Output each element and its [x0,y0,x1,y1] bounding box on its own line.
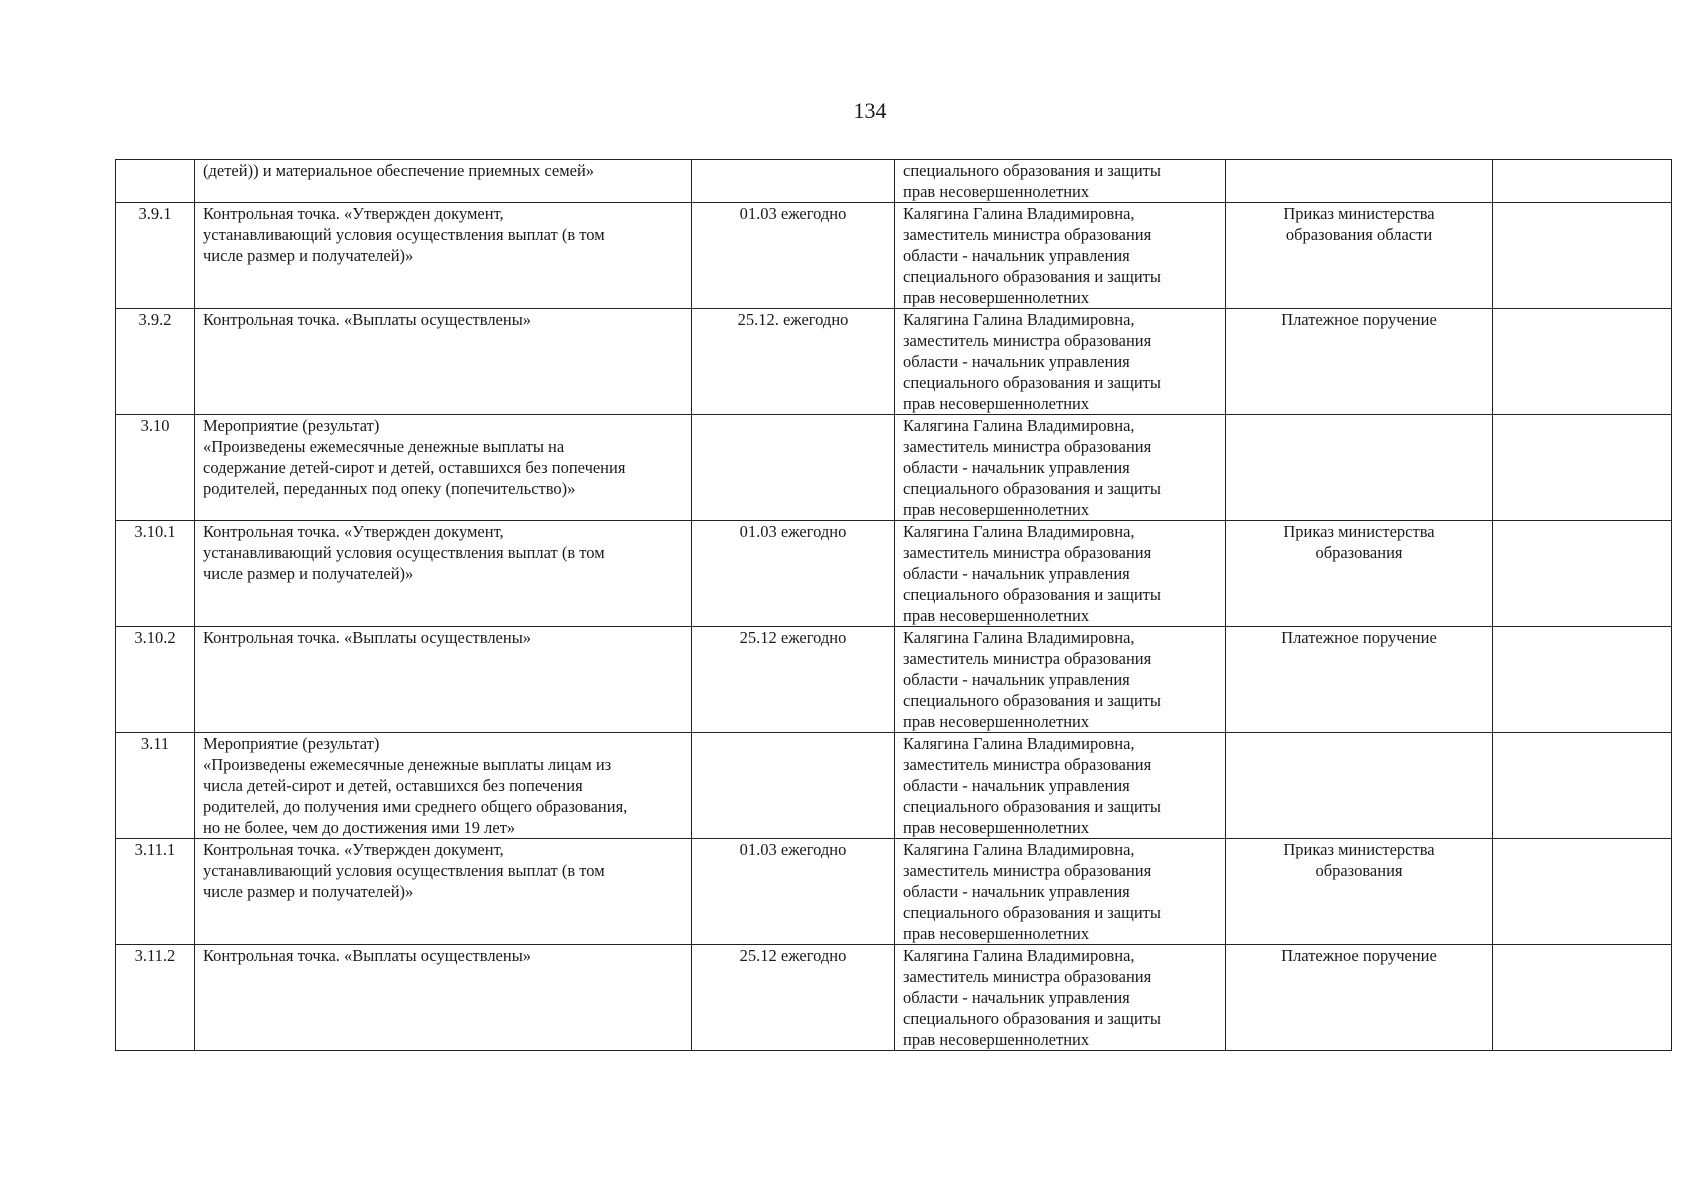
document-cell [1226,733,1493,839]
responsible-line: специального образования и защиты [903,1009,1161,1028]
item-number-cell [116,733,195,839]
item-name-line: числе размер и получателей)» [203,246,414,265]
responsible-line: специального образования и защиты [903,479,1161,498]
responsible-line: Калягина Галина Владимировна, [903,310,1135,329]
document-cell [1226,415,1493,521]
deadline-cell [692,415,895,521]
document-cell [1226,521,1493,627]
responsible-line: заместитель министра образования [903,649,1152,668]
responsible-line: заместитель министра образования [903,755,1152,774]
item-number-cell [116,521,195,627]
item-number: 3.9.1 [138,204,172,223]
responsible-line: прав несовершеннолетних [903,924,1090,943]
item-name-cell [195,415,692,521]
responsible-cell [895,415,1226,521]
responsible-line: прав несовершеннолетних [903,500,1090,519]
deadline-cell [692,309,895,415]
responsible-line: прав несовершеннолетних [903,394,1090,413]
item-name-line: «Произведены ежемесячные денежные выплаты лицам из [203,755,612,774]
document-line: образования [1315,861,1403,880]
responsible-cell [895,160,1226,203]
item-name-cell [195,203,692,309]
responsible-cell [895,945,1226,1051]
responsible-line: прав несовершеннолетних [903,288,1090,307]
deadline-cell [692,521,895,627]
item-name-cell [195,160,692,203]
item-name-line: числе размер и получателей)» [203,564,414,583]
responsible-cell [895,309,1226,415]
extra-cell [1493,203,1672,309]
item-name-line: Контрольная точка. «Утвержден документ, [203,522,504,541]
deadline: 01.03 ежегодно [739,204,847,223]
item-name-line: Мероприятие (результат) [203,734,380,753]
item-name-line: содержание детей-сирот и детей, оставшихся без попечения [203,458,626,477]
responsible-line: области - начальник управления [903,670,1130,689]
responsible-line: Калягина Галина Владимировна, [903,840,1135,859]
extra-cell [1493,733,1672,839]
table-row [116,160,1672,203]
item-number: 3.10 [140,416,170,435]
deadline-cell [692,945,895,1051]
responsible-line: заместитель министра образования [903,331,1152,350]
responsible-line: прав несовершеннолетних [903,712,1090,731]
responsible-line: области - начальник управления [903,988,1130,1007]
responsible-line: специального образования и защиты [903,161,1161,180]
item-number: 3.11.1 [134,840,176,859]
item-name-cell [195,733,692,839]
document-line: Приказ министерства [1283,840,1435,859]
document-cell [1226,945,1493,1051]
item-name-line: Контрольная точка. «Выплаты осуществлены» [203,946,532,965]
responsible-line: заместитель министра образования [903,543,1152,562]
item-number-cell [116,415,195,521]
document-cell [1226,839,1493,945]
responsible-line: Калягина Галина Владимировна, [903,734,1135,753]
item-name-line: «Произведены ежемесячные денежные выплаты на [203,437,565,456]
responsible-line: прав несовершеннолетних [903,182,1090,201]
item-name-line: устанавливающий условия осуществления выплат (в том [203,861,605,880]
responsible-line: прав несовершеннолетних [903,606,1090,625]
item-name-line: Мероприятие (результат) [203,416,380,435]
responsible-line: области - начальник управления [903,882,1130,901]
item-name-line: Контрольная точка. «Утвержден документ, [203,204,504,223]
extra-cell [1493,521,1672,627]
document-line: Платежное поручение [1281,310,1437,329]
responsible-line: области - начальник управления [903,246,1130,265]
document-cell [1226,160,1493,203]
responsible-line: специального образования и защиты [903,797,1161,816]
item-number-cell [116,627,195,733]
item-number: 3.11 [140,734,170,753]
table-row [116,415,1672,521]
deadline: 25.12 ежегодно [739,628,847,647]
responsible-line: области - начальник управления [903,564,1130,583]
item-number: 3.9.2 [138,310,172,329]
table-row [116,839,1672,945]
document-line: Платежное поручение [1281,946,1437,965]
item-number: 3.11.2 [134,946,176,965]
table-row [116,203,1672,309]
item-name-line: Контрольная точка. «Выплаты осуществлены» [203,310,532,329]
item-name-line: родителей, переданных под опеку (попечительство)» [203,479,576,498]
responsible-cell [895,521,1226,627]
item-name-cell [195,945,692,1051]
responsible-line: области - начальник управления [903,458,1130,477]
document-line: образования [1315,543,1403,562]
responsible-line: области - начальник управления [903,776,1130,795]
item-name-cell [195,521,692,627]
extra-cell [1493,627,1672,733]
document-line: Приказ министерства [1283,522,1435,541]
extra-cell [1493,945,1672,1051]
table-row [116,945,1672,1051]
responsible-line: заместитель министра образования [903,967,1152,986]
table-row [116,309,1672,415]
item-number-cell [116,203,195,309]
item-name-cell [195,627,692,733]
item-number: 3.10.2 [134,628,176,647]
deadline-cell [692,203,895,309]
document-line: Платежное поручение [1281,628,1437,647]
item-number: 3.10.1 [134,522,176,541]
item-name-line: Контрольная точка. «Выплаты осуществлены» [203,628,532,647]
responsible-line: Калягина Галина Владимировна, [903,204,1135,223]
item-name-line: Контрольная точка. «Утвержден документ, [203,840,504,859]
responsible-line: прав несовершеннолетних [903,818,1090,837]
item-name-line: числа детей-сирот и детей, оставшихся без попечения [203,776,583,795]
item-name-line: (детей)) и материальное обеспечение приемных семей» [203,161,595,180]
responsible-line: специального образования и защиты [903,903,1161,922]
item-number-cell [116,945,195,1051]
item-number-cell [116,160,195,203]
item-number-cell [116,839,195,945]
responsible-line: области - начальник управления [903,352,1130,371]
responsible-line: специального образования и защиты [903,373,1161,392]
responsible-line: Калягина Галина Владимировна, [903,416,1135,435]
responsible-line: прав несовершеннолетних [903,1030,1090,1049]
extra-cell [1493,415,1672,521]
deadline-cell [692,160,895,203]
responsible-line: специального образования и защиты [903,267,1161,286]
item-name-line: устанавливающий условия осуществления выплат (в том [203,543,605,562]
responsible-cell [895,839,1226,945]
responsible-cell [895,203,1226,309]
table-row [116,521,1672,627]
deadline-cell [692,839,895,945]
responsible-line: заместитель министра образования [903,437,1152,456]
table-body [116,160,1672,1051]
extra-cell [1493,309,1672,415]
item-name-cell [195,839,692,945]
responsible-line: специального образования и защиты [903,691,1161,710]
page-number: 134 [853,98,887,123]
deadline: 01.03 ежегодно [739,522,847,541]
document-cell [1226,627,1493,733]
item-name-line: устанавливающий условия осуществления выплат (в том [203,225,605,244]
item-name-line: родителей, до получения ими среднего общего образования, [203,797,628,816]
deadline: 25.12. ежегодно [737,310,849,329]
extra-cell [1493,839,1672,945]
deadline: 01.03 ежегодно [739,840,847,859]
responsible-cell [895,733,1226,839]
item-name-cell [195,309,692,415]
document-cell [1226,309,1493,415]
responsible-line: специального образования и защиты [903,585,1161,604]
document-cell [1226,203,1493,309]
document-line: образования области [1285,225,1433,244]
responsible-line: Калягина Галина Владимировна, [903,628,1135,647]
table-row [116,733,1672,839]
responsible-line: заместитель министра образования [903,225,1152,244]
document-line: Приказ министерства [1283,204,1435,223]
extra-cell [1493,160,1672,203]
responsible-line: Калягина Галина Владимировна, [903,522,1135,541]
responsible-line: заместитель министра образования [903,861,1152,880]
deadline-cell [692,733,895,839]
item-number-cell [116,309,195,415]
item-name-line: числе размер и получателей)» [203,882,414,901]
plan-table [115,159,1672,1051]
deadline: 25.12 ежегодно [739,946,847,965]
deadline-cell [692,627,895,733]
responsible-line: Калягина Галина Владимировна, [903,946,1135,965]
responsible-cell [895,627,1226,733]
item-name-line: но не более, чем до достижения ими 19 лет» [203,818,516,837]
table-row [116,627,1672,733]
